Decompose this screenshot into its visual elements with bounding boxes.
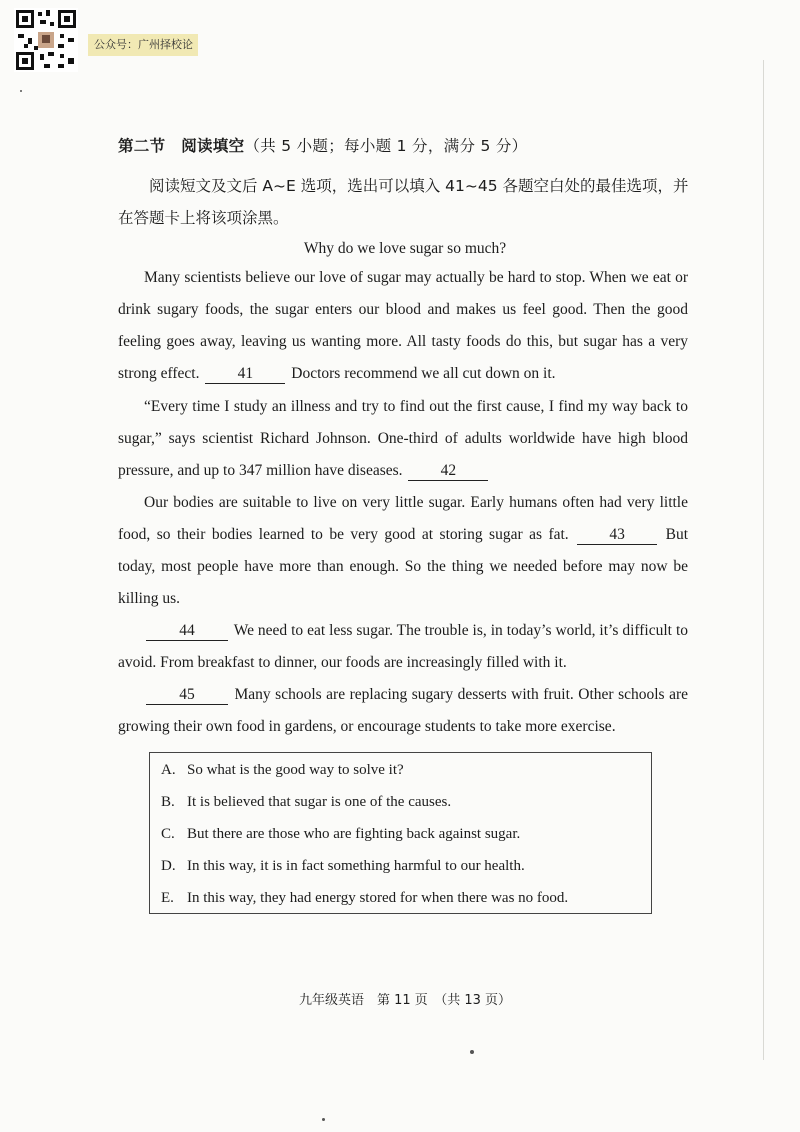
option-d — [161, 858, 525, 875]
options-box — [149, 752, 652, 914]
blank-45: 45 — [146, 686, 228, 705]
section-title-rest: （共 5 小题；每小题 1 分，满分 5 分） — [244, 137, 528, 155]
option-text: But there are those who are fighting back against sugar. — [187, 826, 521, 842]
paragraph-4 — [118, 615, 688, 679]
passage-title: Why do we love sugar so much? — [303, 240, 507, 257]
paragraph-3-text: Our bodies are suitable to live on very little sugar. Early humans often had very little food, so their bodies learned to be very good at storing sugar as fat. — [118, 494, 688, 543]
section-title — [118, 134, 527, 156]
instructions: 阅读短文及文后 A~E 选项，选出可以填入 41~45 各题空白处的最佳选项，并在答题卡上将该项涂黑。 — [118, 177, 689, 227]
qr-code — [14, 8, 78, 72]
scan-speck — [470, 1050, 474, 1054]
option-text: It is believed that sugar is one of the causes. — [187, 794, 452, 810]
blank-44: 44 — [146, 622, 228, 641]
paragraph-2 — [118, 391, 688, 487]
option-letter: D. — [161, 858, 176, 874]
paragraph-5 — [118, 679, 688, 743]
option-text: In this way, they had energy stored for when there was no food. — [187, 890, 569, 906]
paragraph-1 — [118, 262, 688, 390]
option-b — [161, 794, 451, 811]
blank-43: 43 — [577, 526, 657, 545]
option-letter: C. — [161, 826, 175, 842]
paragraph-2-text: “Every time I study an illness and try to find out the first cause, I find my way back to sugar,” says scientist Richard Johnson. One-third of adults worldwide have high blood pressure, and up to 347 million have diseases. — [118, 398, 688, 479]
page-footer: 九年级英语 第 11 页 （共 13 页） — [298, 993, 512, 1008]
option-letter: B. — [161, 794, 175, 810]
option-a — [161, 762, 404, 779]
scan-speck — [20, 90, 22, 92]
paragraph-3-after: But today, most people have more than enough. So the thing we needed before may now be killing us. — [118, 526, 689, 607]
blank-42: 42 — [408, 462, 488, 481]
paragraph-4-after: We need to eat less sugar. The trouble is, in today’s world, it’s difficult to avoid. From breakfast to dinner, our foods are increasingly filled with it. — [118, 622, 688, 671]
page-edge-line — [763, 60, 764, 1060]
scan-speck — [322, 1118, 325, 1121]
option-letter: E. — [161, 890, 174, 906]
paragraph-1-text: Many scientists believe our love of sugar may actually be hard to stop. When we eat or drink sugary foods, the sugar enters our blood and makes us feel good. Then the good feeling goes away, leaving us wanting more. All tasty foods do this, but sugar has a very strong effect. — [118, 269, 688, 382]
option-e — [161, 890, 568, 907]
paragraph-1-after: Doctors recommend we all cut down on it. — [291, 365, 556, 382]
option-letter: A. — [161, 762, 176, 778]
paragraph-5-after: Many schools are replacing sugary desserts with fruit. Other schools are growing their own food in gardens, or encourage students to take more exercise. — [118, 686, 689, 735]
wechat-account-tag: 公众号：广州择校论 — [88, 34, 198, 56]
paragraph-3 — [118, 487, 688, 615]
blank-41: 41 — [205, 365, 285, 384]
option-text: So what is the good way to solve it? — [187, 762, 404, 778]
option-c — [161, 826, 520, 843]
option-text: In this way, it is in fact something harmful to our health. — [187, 858, 525, 874]
section-title-bold: 第二节 阅读填空 — [118, 137, 245, 155]
